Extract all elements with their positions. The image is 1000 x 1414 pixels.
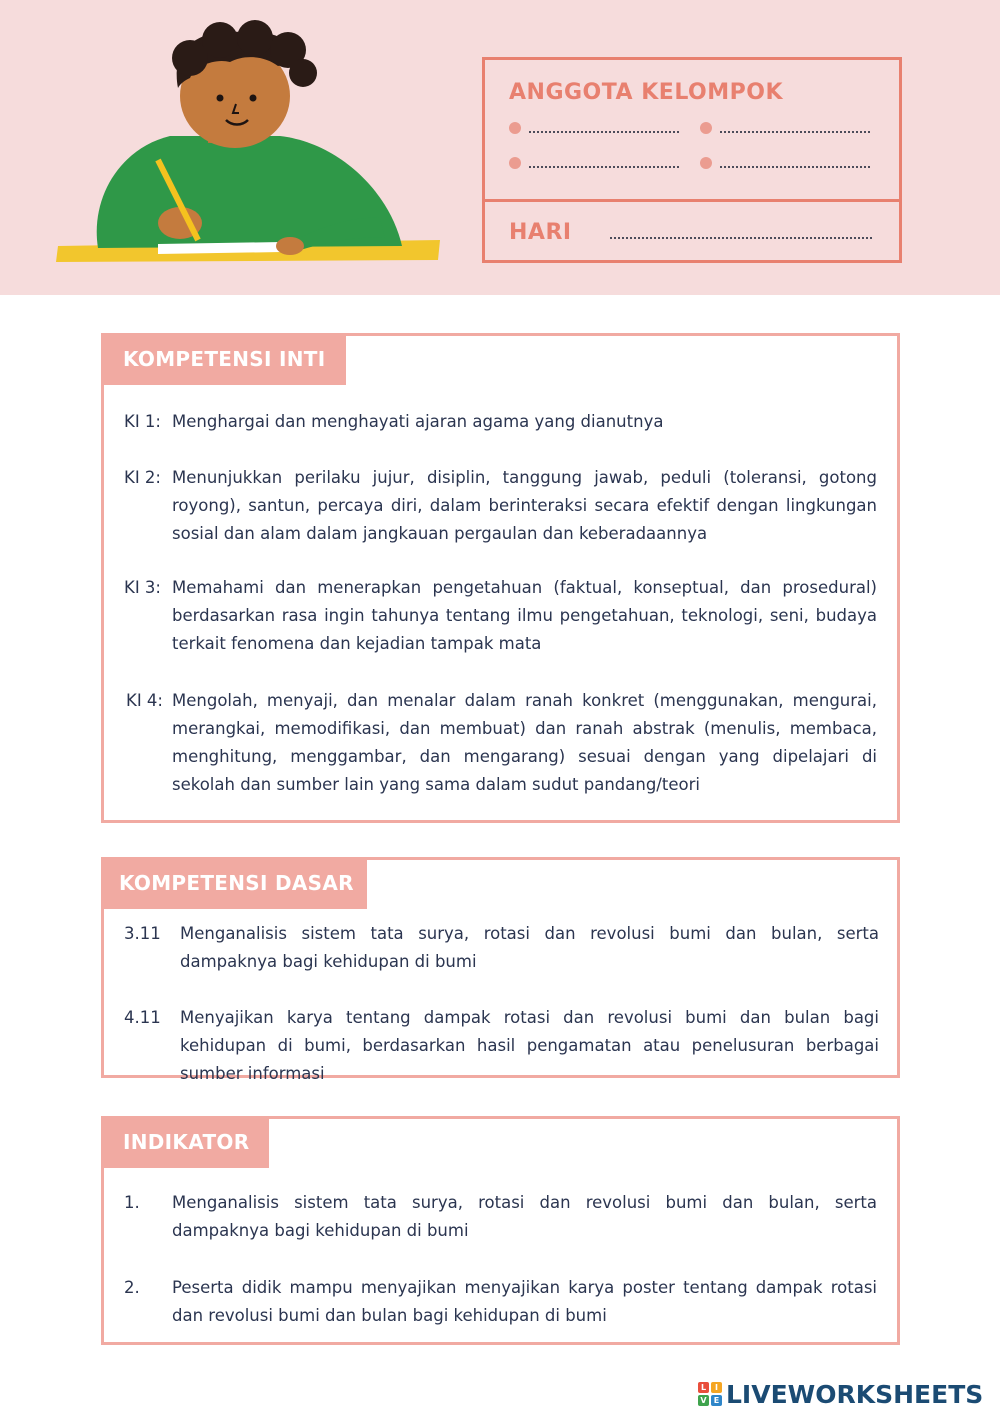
item-label: KI 3: bbox=[124, 578, 161, 597]
item-label: KI 4: bbox=[126, 691, 163, 710]
logo-wordmark: LIVEWORKSHEETS bbox=[726, 1379, 984, 1409]
section-kompetensi-inti bbox=[101, 333, 900, 823]
section-title: KOMPETENSI DASAR bbox=[101, 857, 367, 909]
logo-letter: I bbox=[711, 1382, 722, 1393]
item-text: Peserta didik mampu menyajikan menyajikan karya poster tentang dampak rotasi dan revolusi bumi dan bulan bagi kehidupan di bumi bbox=[172, 1278, 877, 1325]
day-label: HARI bbox=[509, 220, 572, 245]
item-label: 2. bbox=[124, 1278, 140, 1297]
liveworksheets-logo bbox=[698, 1379, 983, 1409]
dotted-line bbox=[529, 166, 679, 168]
logo-letter: L bbox=[698, 1382, 709, 1393]
group-info-box bbox=[482, 57, 902, 263]
bullet-dot-icon bbox=[700, 122, 712, 134]
dotted-line bbox=[529, 131, 679, 133]
item-label: KI 2: bbox=[124, 468, 161, 487]
member-slot-4[interactable] bbox=[700, 157, 875, 171]
bullet-dot-icon bbox=[509, 122, 521, 134]
logo-letter: V bbox=[698, 1395, 709, 1406]
member-slot-2[interactable] bbox=[700, 122, 875, 136]
item-text: Menghargai dan menghayati ajaran agama yang dianutnya bbox=[172, 412, 664, 431]
section-title: INDIKATOR bbox=[101, 1116, 269, 1168]
item-label: 3.11 bbox=[124, 924, 161, 943]
item-text: Menganalisis sistem tata surya, rotasi dan revolusi bumi dan bulan, serta dampaknya bagi kehidupan di bumi bbox=[180, 924, 879, 971]
item-text: Menyajikan karya tentang dampak rotasi dan revolusi bumi dan bulan bagi kehidupan di bumi, berdasarkan hasil pengamatan atau penelusuran berbagai sumber informasi bbox=[180, 1008, 879, 1083]
item-text: Mengolah, menyaji, dan menalar dalam ranah konkret (menggunakan, mengurai, merangkai, memodifikasi, dan membuat) dan ranah abstrak (menulis, membaca, menghitung, menggambar, dan mengarang) sesuai dengan yang dipelajari di sekolah dan sumber lain yang sama dalam sudut pandang/teori bbox=[172, 691, 877, 794]
dotted-line bbox=[720, 131, 870, 133]
item-text: Memahami dan menerapkan pengetahuan (faktual, konseptual, dan prosedural) berdasarkan rasa ingin tahunya tentang ilmu pengetahuan, teknologi, seni, budaya terkait fenomena dan kejadian tampak mata bbox=[172, 578, 877, 653]
item-label: KI 1: bbox=[124, 412, 161, 431]
bullet-dot-icon bbox=[700, 157, 712, 169]
bullet-dot-icon bbox=[509, 157, 521, 169]
item-text: Menunjukkan perilaku jujur, disiplin, tanggung jawab, peduli (toleransi, gotong royong), santun, percaya diri, dalam berinteraksi secara efektif dengan lingkungan sosial dan alam dalam jangkauan pergaulan dan keberadaannya bbox=[172, 468, 877, 543]
dotted-line bbox=[720, 166, 870, 168]
box-divider bbox=[485, 199, 899, 202]
section-indikator bbox=[101, 1116, 900, 1345]
section-kompetensi-dasar bbox=[101, 857, 900, 1083]
item-text: Menganalisis sistem tata surya, rotasi dan revolusi bumi dan bulan, serta dampaknya bagi kehidupan di bumi bbox=[172, 1193, 877, 1240]
member-slot-3[interactable] bbox=[509, 157, 684, 171]
day-input-line[interactable] bbox=[610, 237, 872, 239]
member-slot-1[interactable] bbox=[509, 122, 684, 136]
members-title: ANGGOTA KELOMPOK bbox=[509, 80, 784, 105]
item-label: 1. bbox=[124, 1193, 140, 1212]
logo-letter: E bbox=[711, 1395, 722, 1406]
logo-grid-icon bbox=[698, 1382, 722, 1406]
student-writing-illustration bbox=[50, 18, 450, 268]
item-label: 4.11 bbox=[124, 1008, 161, 1027]
section-title: KOMPETENSI INTI bbox=[101, 333, 346, 385]
